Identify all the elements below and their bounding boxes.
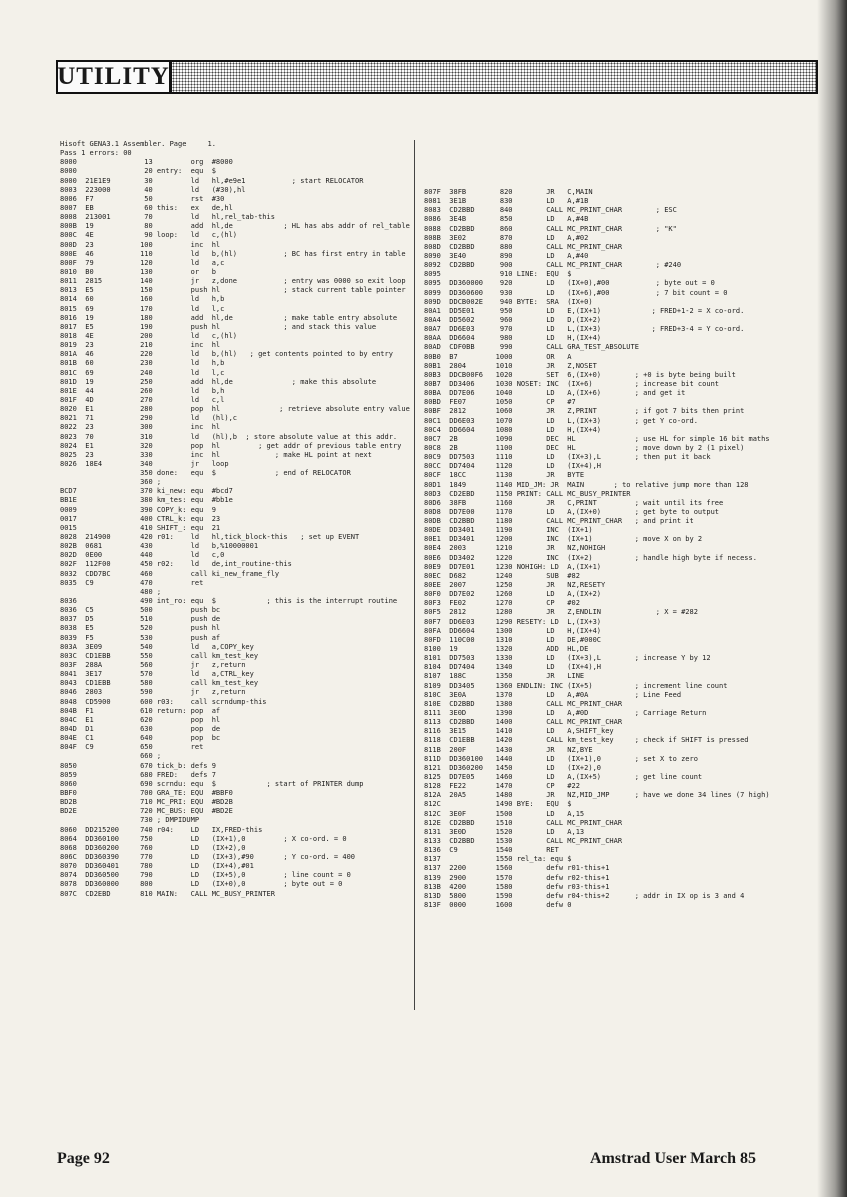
code-line: 8099 DD360600 930 LD (IX+6),#00 ; 7 bit count = 0 xyxy=(424,288,728,297)
code-line: 8118 CD1EBB 1420 CALL km_test_key ; check if SHIFT is pressed xyxy=(424,736,749,745)
code-line: 812E CD2BBD 1510 CALL MC_PRINT_CHAR xyxy=(424,818,623,827)
code-line: 8111 3E0D 1390 LD A,#0D ; Carriage Return xyxy=(424,709,707,718)
code-line: 804B F1 610 return: pop af xyxy=(60,706,221,715)
code-line: 80E6 DD3402 1220 INC (IX+2) ; handle high byte if necess. xyxy=(424,553,757,562)
code-line: 801B 60 230 ld h,b xyxy=(60,359,225,368)
code-line: 8028 214900 420 r01: ld hl,tick_block-this ; set up EVENT xyxy=(60,533,360,542)
code-line: 8074 DD360500 790 LD (IX+5),0 ; line count = 0 xyxy=(60,871,351,880)
code-line: 803C CD1EBB 550 call km_test_key xyxy=(60,651,259,660)
code-line: 80D8 DD7E00 1170 LD A,(IX+0) ; get byte to output xyxy=(424,507,720,516)
code-line: 807F 38FB 820 JR C,MAIN xyxy=(424,188,593,196)
code-line: 0017 400 CTRL_k: equ 23 xyxy=(60,514,221,523)
code-line: 0009 390 COPY_k: equ 9 xyxy=(60,505,216,514)
code-line: 8139 2900 1570 defw r02-this+1 xyxy=(424,873,610,882)
code-line: 8024 E1 320 pop hl ; get addr of previous table entry xyxy=(60,441,402,450)
code-line: BBF0 700 GRA_TE: EQU #BBF0 xyxy=(60,788,233,797)
code-line: 8037 D5 510 push de xyxy=(60,615,221,624)
code-line: 8025 23 330 inc hl ; make HL point at next xyxy=(60,450,372,459)
code-line: 80FD 110C00 1310 LD DE,#000C xyxy=(424,635,602,644)
code-line: 801D 19 250 add hl,de ; make this absolute xyxy=(60,377,377,386)
code-line: 801C 69 240 ld l,c xyxy=(60,368,225,377)
code-line: 802D 0E00 440 ld c,0 xyxy=(60,551,225,560)
code-line: 806C DD360390 770 LD (IX+3),#90 ; Y co-ord. = 400 xyxy=(60,852,356,861)
code-line: 80F3 FE02 1270 CP #02 xyxy=(424,599,580,608)
code-line: 8092 CD2BBD 900 CALL MC_PRINT_CHAR ; #240 xyxy=(424,261,682,270)
code-line: 80AD CDF0BB 990 CALL GRA_TEST_ABSOLUTE xyxy=(424,343,639,352)
code-line: 813D 5800 1590 defw r04-this+2 ; addr in IX op is 3 and 4 xyxy=(424,891,745,900)
code-line: 8000 20 entry: equ $ xyxy=(60,167,216,176)
code-line: 812A 20A5 1480 JR NZ,MID_JMP ; have we done 34 lines (7 high) xyxy=(424,791,770,800)
code-line: 80C8 2B 1100 DEC HL ; move down by 2 (1 pixel) xyxy=(424,443,745,452)
code-line: BB1E 380 km_tes: equ #bb1e xyxy=(60,496,233,505)
code-line: 801A 46 220 ld b,(hl) ; get contents pointed to by entry xyxy=(60,350,393,359)
code-line: 80E1 DD3401 1200 INC (IX+1) ; move X on by 2 xyxy=(424,535,703,544)
code-line: 8095 910 LINE: EQU $ xyxy=(424,270,572,279)
code-line: 8048 CD5900 600 r03: call scrndump-this xyxy=(60,697,267,706)
code-line: 8100 19 1320 ADD HL,DE xyxy=(424,645,589,654)
code-line: 8000 13 org #8000 xyxy=(60,158,233,167)
code-line: 8064 DD360100 750 LD (IX+1),0 ; X co-ord. = 0 xyxy=(60,834,347,843)
code-line: 8060 690 scrndu: equ $ ; start of PRINTER dump xyxy=(60,779,364,788)
code-line: 800B 19 80 add hl,de ; HL has abs addr of rel_table xyxy=(60,222,410,231)
code-line: 8116 3E15 1410 LD A,SHIFT_key xyxy=(424,727,614,736)
code-line: 80C4 DD6604 1080 LD H,(IX+4) xyxy=(424,425,602,434)
code-line: 8021 71 290 ld (hl),c xyxy=(60,414,238,423)
code-line: 480 ; xyxy=(60,587,162,596)
code-line: 80D6 38FB 1160 JR C,PRINT ; wait until its free xyxy=(424,498,724,507)
code-line: 8131 3E0D 1520 LD A,13 xyxy=(424,827,585,836)
code-line: 80D1 1849 1140 MID_JM: JR MAIN ; to relative jump more than 128 xyxy=(424,480,749,489)
code-line: 8019 23 210 inc hl xyxy=(60,341,221,350)
code-line: BCD7 370 ki_new: equ #bcd7 xyxy=(60,487,233,496)
code-line: 80F0 DD7E02 1260 LD A,(IX+2) xyxy=(424,590,602,599)
code-line: 360 ; xyxy=(60,478,162,487)
code-line: 8000 21E1E9 30 ld hl,#e9e1 ; start RELOCATOR xyxy=(60,176,364,185)
code-line: 800D 23 100 inc hl xyxy=(60,240,221,249)
code-line: 8133 CD2BBD 1530 CALL MC_PRINT_CHAR xyxy=(424,836,623,845)
code-line: 8088 CD2BBD 860 CALL MC_PRINT_CHAR ; "K" xyxy=(424,224,677,233)
code-line: 8043 CD1EBB 580 call km_test_key xyxy=(60,679,259,688)
code-line: 8013 E5 150 push hl ; stack current table pointer xyxy=(60,286,406,295)
code-line: 8095 DD360000 920 LD (IX+0),#00 ; byte out = 0 xyxy=(424,279,715,288)
code-line: 80F5 2812 1280 JR Z,ENDLIN ; X = #282 xyxy=(424,608,698,617)
code-line: 8041 3E17 570 ld a,CTRL_key xyxy=(60,670,254,679)
code-line: 8020 E1 280 pop hl ; retrieve absolute entry value xyxy=(60,405,410,414)
code-line: 0015 410 SHIFT_: equ 21 xyxy=(60,523,221,532)
code-line: 8003 223000 40 ld (#30),hl xyxy=(60,185,246,194)
code-line: 813B 4200 1580 defw r03-this+1 xyxy=(424,882,610,891)
code-line: 80B3 DDCB00F6 1020 SET 6,(IX+0) ; +0 is byte being built xyxy=(424,370,736,379)
code-line: 812C 3E0F 1500 LD A,15 xyxy=(424,809,585,818)
code-line: 8078 DD360000 800 LD (IX+0),0 ; byte out = 0 xyxy=(60,880,343,889)
code-line: 80CF 18CC 1130 JR BYTE xyxy=(424,471,585,480)
code-line: 8046 2803 590 jr z,return xyxy=(60,688,246,697)
code-line: 8014 60 160 ld h,b xyxy=(60,295,225,304)
code-line: 80B1 2804 1010 JR Z,NOSET xyxy=(424,361,597,370)
code-line: 809D DDCB002E 940 BYTE: SRA (IX+0) xyxy=(424,297,593,306)
code-line: 80C9 DD7503 1110 LD (IX+3),L ; then put it back xyxy=(424,453,711,462)
code-line: 8113 CD2BBD 1400 CALL MC_PRINT_CHAR xyxy=(424,718,623,727)
page-edge-shadow xyxy=(817,0,847,1197)
code-line: 8101 DD7503 1330 LD (IX+3),L ; increase Y by 12 xyxy=(424,654,711,663)
code-line: 80C1 DD6E03 1070 LD L,(IX+3) ; get Y co-ord. xyxy=(424,416,698,425)
code-line: 8022 23 300 inc hl xyxy=(60,423,221,432)
code-line: 80AA DD6604 980 LD H,(IX+4) xyxy=(424,334,602,343)
code-line: 8109 DD3405 1360 ENDLIN: INC (IX+5) ; increment line count xyxy=(424,681,728,690)
code-line: 80F7 DD6E03 1290 RESETY: LD L,(IX+3) xyxy=(424,617,602,626)
code-line: 8068 DD360200 760 LD (IX+2),0 xyxy=(60,843,246,852)
code-line: 804F C9 650 ret xyxy=(60,743,204,752)
listing-right-column xyxy=(424,188,770,910)
code-line: 800F 79 120 ld a,c xyxy=(60,258,225,267)
code-line: 8059 680 FRED: defs 7 xyxy=(60,770,216,779)
code-line: 80B0 B7 1000 OR A xyxy=(424,352,572,361)
code-line: 80A1 DD5E01 950 LD E,(IX+1) ; FRED+1-2 = X co-ord. xyxy=(424,306,745,315)
code-line: 350 done: equ $ ; end of RELOCATOR xyxy=(60,469,351,478)
code-line: 80A4 DD5602 960 LD D,(IX+2) xyxy=(424,315,602,324)
code-line: 660 ; xyxy=(60,752,162,761)
code-line: 807C CD2EBD 810 MAIN: CALL MC_BUSY_PRINTER xyxy=(60,889,275,898)
code-line: 802F 112F00 450 r02: ld de,int_routine-this xyxy=(60,560,292,569)
code-line: 8010 B0 130 or b xyxy=(60,267,216,276)
column-divider xyxy=(414,140,415,1010)
listing-left-column xyxy=(60,140,410,899)
code-line: 8070 DD360401 780 LD (IX+4),#01 xyxy=(60,862,254,871)
code-line: 812C 1490 BYE: EQU $ xyxy=(424,800,572,809)
code-line: 811D DD360100 1440 LD (IX+1),0 ; set X to zero xyxy=(424,754,698,763)
code-line: 800E 46 110 ld b,(hl) ; BC has first entry in table xyxy=(60,249,406,258)
code-line: 8038 E5 520 push hl xyxy=(60,624,221,633)
code-line: 810C 3E0A 1370 LD A,#0A ; Line Feed xyxy=(424,690,682,699)
code-line: 80EC D682 1240 SUB #82 xyxy=(424,571,580,580)
code-line: 8060 DD215200 740 r04: LD IX,FRED-this xyxy=(60,825,263,834)
code-line: 80DE DD3401 1190 INC (IX+1) xyxy=(424,526,593,535)
code-line: 80CC DD7404 1120 LD (IX+4),H xyxy=(424,462,602,471)
code-line: 8016 19 180 add hl,de ; make table entry absolute xyxy=(60,313,398,322)
code-line: 811B 200F 1430 JR NZ,BYE xyxy=(424,745,593,754)
code-line: 80A7 DD6E03 970 LD L,(IX+3) ; FRED+3-4 = Y co-ord. xyxy=(424,325,745,334)
section-title: UTILITY xyxy=(57,63,170,90)
code-line: 8017 E5 190 push hl ; and stack this value xyxy=(60,322,377,331)
code-line: 8026 18E4 340 jr loop xyxy=(60,459,229,468)
code-line: 8050 670 tick_b: defs 9 xyxy=(60,761,216,770)
code-line: 80FA DD6604 1300 LD H,(IX+4) xyxy=(424,626,602,635)
code-line: 804E C1 640 pop bc xyxy=(60,734,221,743)
code-line: 804C E1 620 pop hl xyxy=(60,715,221,724)
code-line: 800C 4E 90 loop: ld c,(hl) xyxy=(60,231,238,240)
code-line: 80DB CD2BBD 1180 CALL MC_PRINT_CHAR ; and print it xyxy=(424,517,694,526)
code-line: BD2E 720 MC_BUS: EQU #BD2E xyxy=(60,807,233,816)
code-line: 804D D1 630 pop de xyxy=(60,725,221,733)
code-line: 80BA DD7E06 1040 LD A,(IX+6) ; and get it xyxy=(424,389,686,398)
code-line: 80BD FE07 1050 CP #7 xyxy=(424,398,576,407)
code-line: 80D3 CD2EBD 1150 PRINT: CALL MC_BUSY_PRINTER xyxy=(424,489,631,498)
code-line: 8006 F7 50 rst #30 xyxy=(60,194,225,203)
code-line: Hisoft GENA3.1 Assembler. Page 1. xyxy=(60,140,216,148)
code-line: 80B7 DD3406 1030 NOSET: INC (IX+6) ; increase bit count xyxy=(424,379,720,388)
code-line: 80E4 2003 1210 JR NZ,NOHIGH xyxy=(424,544,606,553)
code-line: 803A 3E09 540 ld a,COPY_key xyxy=(60,642,254,651)
code-line: 8104 DD7404 1340 LD (IX+4),H xyxy=(424,663,602,672)
code-line: 8015 69 170 ld l,c xyxy=(60,304,225,313)
code-line: 8036 C5 500 push bc xyxy=(60,606,221,615)
section-header-label-box xyxy=(56,60,172,94)
code-line: 8137 1550 rel_ta: equ $ xyxy=(424,855,572,864)
code-line: 8137 2200 1560 defw r01-this+1 xyxy=(424,864,610,873)
code-line: 8125 DD7E05 1460 LD A,(IX+5) ; get line count xyxy=(424,773,703,781)
code-line: 730 ; DMPIDUMP xyxy=(60,816,200,825)
code-line: 808B 3E02 870 LD A,#02 xyxy=(424,233,589,242)
code-line: BD2B 710 MC_PRI: EQU #BD2B xyxy=(60,798,233,807)
code-line: 8086 3E4B 850 LD A,#4B xyxy=(424,215,589,224)
code-line: 813F 0000 1600 defw 0 xyxy=(424,900,572,909)
code-line: Pass 1 errors: 00 xyxy=(60,149,132,158)
code-line: 810E CD2BBD 1380 CALL MC_PRINT_CHAR xyxy=(424,699,623,708)
code-line: 80E9 DD7E01 1230 NOHIGH: LD A,(IX+1) xyxy=(424,562,602,571)
code-line: 8007 EB 60 this: ex de,hl xyxy=(60,203,233,212)
page-number: Page 92 xyxy=(57,1150,110,1167)
code-line: 8018 4E 200 ld c,(hl) xyxy=(60,331,238,340)
code-line: 8128 FE22 1470 CP #22 xyxy=(424,782,580,791)
code-line: 8136 C9 1540 RET xyxy=(424,846,559,855)
code-line: 8083 CD2BBD 840 CALL MC_PRINT_CHAR ; ESC xyxy=(424,206,677,215)
code-line: 8008 213001 70 ld hl,rel_tab-this xyxy=(60,213,275,222)
code-line: 802B 0681 430 ld b,%10000001 xyxy=(60,542,259,551)
code-line: 8023 70 310 ld (hl),b ; store absolute value at this addr. xyxy=(60,432,398,441)
code-line: 80EE 2007 1250 JR NZ,RESETY xyxy=(424,581,606,590)
code-line: 8121 DD360200 1450 LD (IX+2),0 xyxy=(424,763,602,772)
publication-issue: Amstrad User March 85 xyxy=(590,1150,757,1167)
code-line: 8032 CDD7BC 460 call ki_new_frame_fly xyxy=(60,569,280,578)
code-line: 8011 2815 140 jr z,done ; entry was 0000 so exit loop xyxy=(60,277,406,286)
code-line: 8107 188C 1350 JR LINE xyxy=(424,672,585,681)
code-line: 80BF 2812 1060 JR Z,PRINT ; if got 7 bits then print xyxy=(424,407,745,416)
code-line: 803F 288A 560 jr z,return xyxy=(60,661,246,670)
code-line: 8036 490 int_ro: equ $ ; this is the interrupt routine xyxy=(60,597,398,606)
code-line: 8035 C9 470 ret xyxy=(60,578,204,587)
code-line: 801E 44 260 ld b,h xyxy=(60,386,225,395)
code-line: 8081 3E1B 830 LD A,#1B xyxy=(424,197,589,206)
code-line: 8090 3E40 890 LD A,#40 xyxy=(424,251,589,260)
code-line: 808D CD2BBD 880 CALL MC_PRINT_CHAR xyxy=(424,242,623,251)
code-line: 801F 4D 270 ld c,l xyxy=(60,395,225,404)
code-line: 80C7 2B 1090 DEC HL ; use HL for simple 16 bit maths xyxy=(424,434,770,443)
code-line: 8039 F5 530 push af xyxy=(60,633,221,642)
